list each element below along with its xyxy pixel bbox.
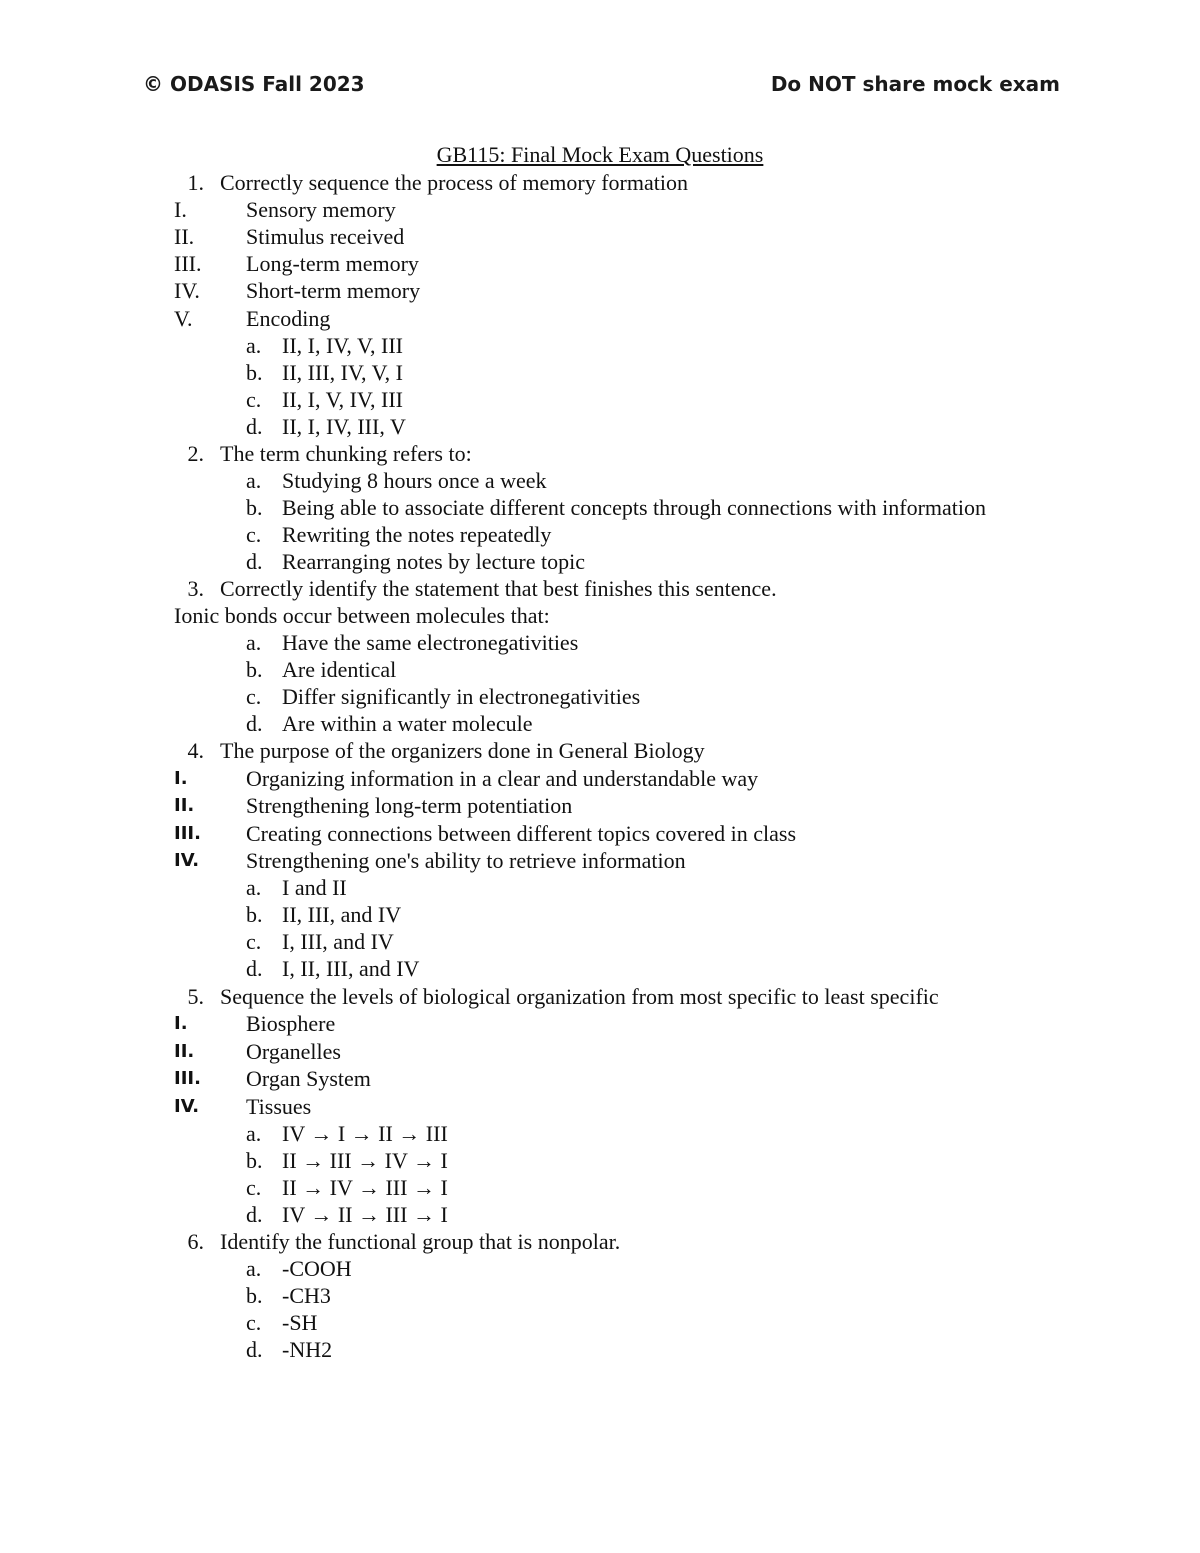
option-letter: d. <box>246 1337 263 1362</box>
question-text: The purpose of the organizers done in General Biology <box>220 738 705 763</box>
option-text: Being able to associate different concepts through connections with information <box>282 495 987 520</box>
roman-numeral: II. <box>174 795 195 816</box>
roman-numeral: I. <box>174 1013 188 1034</box>
option-letter: c. <box>246 1175 262 1200</box>
roman-numeral: IV. <box>174 1096 200 1117</box>
question-number: 1. <box>187 170 204 195</box>
list-item-text: Short-term memory <box>246 278 421 303</box>
question-text: The term chunking refers to: <box>220 441 472 466</box>
option-text: IV → I → II → III <box>282 1121 448 1146</box>
option-letter: d. <box>246 414 263 439</box>
list-item-text: Biosphere <box>246 1011 336 1036</box>
option-letter: d. <box>246 711 263 736</box>
header-left: © ODASIS Fall 2023 <box>143 72 365 96</box>
roman-numeral: IV. <box>174 850 200 871</box>
option-letter: b. <box>246 360 263 385</box>
roman-numeral: II. <box>174 1041 195 1062</box>
option-text: Rearranging notes by lecture topic <box>282 549 586 574</box>
option-text: II → IV → III → I <box>282 1175 448 1200</box>
option-letter: d. <box>246 1202 263 1227</box>
option-text: II, I, IV, III, V <box>282 414 406 439</box>
question-number: 2. <box>187 441 204 466</box>
option-text: Studying 8 hours once a week <box>282 468 547 493</box>
option-text: Rewriting the notes repeatedly <box>282 522 552 547</box>
option-letter: b. <box>246 1148 263 1173</box>
list-item-text: Sensory memory <box>246 197 396 222</box>
list-item-text: Tissues <box>246 1094 312 1119</box>
roman-numeral: III. <box>174 823 201 844</box>
option-letter: b. <box>246 657 263 682</box>
option-text: II, III, IV, V, I <box>282 360 403 385</box>
question-number: 4. <box>187 738 204 763</box>
option-text: I, III, and IV <box>282 929 394 954</box>
page-title: GB115: Final Mock Exam Questions <box>436 142 764 167</box>
option-letter: c. <box>246 684 262 709</box>
list-item-text: Strengthening one's ability to retrieve information <box>246 848 686 873</box>
option-text: II, III, and IV <box>282 902 402 927</box>
roman-numeral: II. <box>174 224 195 249</box>
list-item-text: Organ System <box>246 1066 371 1091</box>
option-letter: c. <box>246 929 262 954</box>
list-item-text: Strengthening long-term potentiation <box>246 793 573 818</box>
option-text: Are identical <box>282 657 397 682</box>
option-text: IV → II → III → I <box>282 1202 448 1227</box>
question-number: 3. <box>187 576 204 601</box>
option-letter: a. <box>246 875 262 900</box>
list-item-text: Organelles <box>246 1039 341 1064</box>
option-letter: c. <box>246 522 262 547</box>
list-item-text: Creating connections between different topics covered in class <box>246 821 797 846</box>
list-item-text: Organizing information in a clear and understandable way <box>246 766 759 791</box>
option-letter: a. <box>246 1256 262 1281</box>
option-letter: a. <box>246 333 262 358</box>
question-text: Sequence the levels of biological organization from most specific to least specific <box>220 984 939 1009</box>
option-text: II, I, IV, V, III <box>282 333 403 358</box>
list-item-text: Long-term memory <box>246 251 419 276</box>
list-item-text: Encoding <box>246 306 331 331</box>
option-text: -COOH <box>282 1256 352 1281</box>
option-text: -CH3 <box>282 1283 331 1308</box>
option-letter: b. <box>246 902 263 927</box>
option-text: I and II <box>282 875 347 900</box>
roman-numeral: I. <box>174 197 187 222</box>
roman-numeral: V. <box>174 306 193 331</box>
roman-numeral: I. <box>174 768 188 789</box>
list-item-text: Stimulus received <box>246 224 405 249</box>
question-text: Identify the functional group that is nonpolar. <box>220 1229 621 1254</box>
question-stem: Ionic bonds occur between molecules that: <box>174 603 550 628</box>
option-letter: c. <box>246 1310 262 1335</box>
option-text: -SH <box>282 1310 318 1335</box>
question-text: Correctly sequence the process of memory formation <box>220 170 688 195</box>
option-text: Differ significantly in electronegativities <box>282 684 641 709</box>
option-text: -NH2 <box>282 1337 333 1362</box>
roman-numeral: IV. <box>174 278 200 303</box>
option-letter: c. <box>246 387 262 412</box>
option-text: II, I, V, IV, III <box>282 387 403 412</box>
roman-numeral: III. <box>174 251 202 276</box>
roman-numeral: III. <box>174 1068 201 1089</box>
option-letter: d. <box>246 956 263 981</box>
question-number: 6. <box>187 1229 204 1254</box>
option-letter: b. <box>246 495 263 520</box>
option-letter: a. <box>246 630 262 655</box>
option-text: Have the same electronegativities <box>282 630 579 655</box>
option-letter: a. <box>246 1121 262 1146</box>
option-text: II → III → IV → I <box>282 1148 448 1173</box>
option-text: Are within a water molecule <box>282 711 533 736</box>
option-letter: d. <box>246 549 263 574</box>
option-letter: b. <box>246 1283 263 1308</box>
question-text: Correctly identify the statement that best finishes this sentence. <box>220 576 777 601</box>
question-number: 5. <box>187 984 204 1009</box>
header-right: Do NOT share mock exam <box>770 72 1060 96</box>
option-letter: a. <box>246 468 262 493</box>
option-text: I, II, III, and IV <box>282 956 420 981</box>
